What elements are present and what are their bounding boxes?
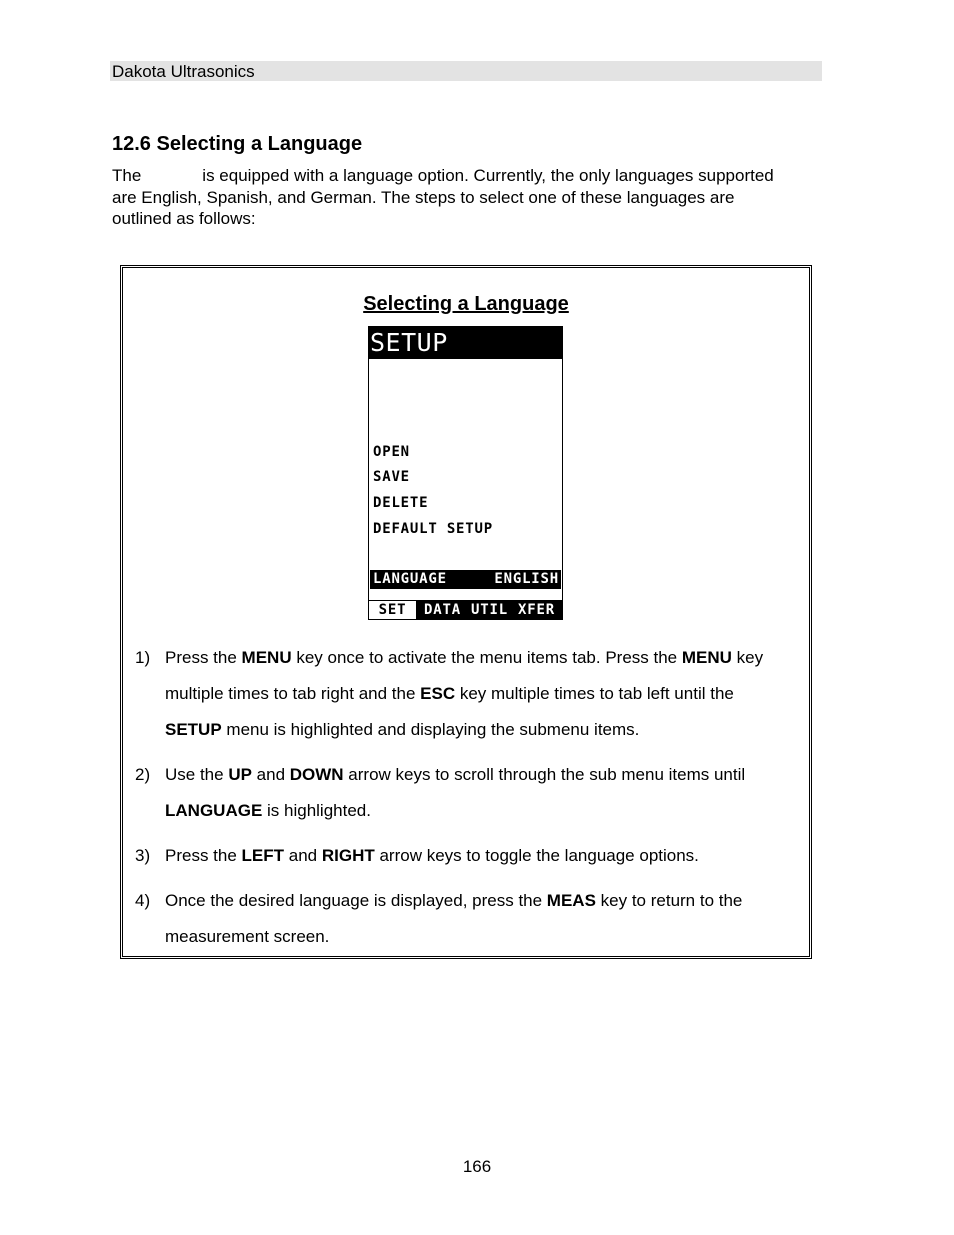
step-number: 1) bbox=[135, 648, 151, 667]
lcd-screen bbox=[368, 326, 563, 620]
box-title: Selecting a Language bbox=[363, 293, 569, 315]
lcd-tab-set: SET bbox=[369, 601, 417, 619]
step-text: key multiple times to tab right and the bbox=[165, 648, 764, 703]
key-name: RIGHT bbox=[321, 846, 375, 865]
lcd-tab-group bbox=[417, 601, 562, 619]
key-name: MEAS bbox=[546, 891, 596, 910]
menu-name: SETUP bbox=[165, 720, 222, 739]
key-name: ESC bbox=[420, 684, 456, 703]
step-text: key to return to the measurement screen. bbox=[165, 891, 743, 946]
lcd-tab-data: DATA bbox=[424, 602, 461, 618]
step-text: key once to activate the menu items tab. Press the bbox=[291, 648, 682, 667]
step-number: 3) bbox=[135, 846, 151, 865]
steps-list bbox=[135, 640, 795, 964]
header-brand: Dakota Ultrasonics bbox=[112, 62, 255, 81]
step-3 bbox=[135, 838, 795, 874]
lcd-tab-xfer: XFER bbox=[518, 602, 555, 618]
key-name: MENU bbox=[241, 648, 292, 667]
key-name: DOWN bbox=[289, 765, 344, 784]
step-text: and bbox=[284, 846, 322, 865]
intro-part1: The bbox=[112, 166, 142, 185]
lcd-language-value: ENGLISH bbox=[494, 571, 559, 587]
step-text: Once the desired language is displayed, press the bbox=[165, 891, 547, 910]
lcd-item-default-setup: DEFAULT SETUP bbox=[373, 521, 493, 537]
menu-item-name: LANGUAGE bbox=[165, 801, 263, 820]
key-name: MENU bbox=[681, 648, 732, 667]
key-name: LEFT bbox=[241, 846, 285, 865]
step-1 bbox=[135, 640, 795, 748]
lcd-item-delete: DELETE bbox=[373, 495, 429, 511]
step-text: Press the bbox=[165, 846, 242, 865]
step-number: 4) bbox=[135, 891, 151, 910]
section-title: 12.6 Selecting a Language bbox=[112, 133, 363, 155]
step-text: is highlighted. bbox=[262, 801, 371, 820]
step-text: and bbox=[251, 765, 290, 784]
lcd-tab-bar bbox=[369, 600, 562, 619]
step-text: Press the bbox=[165, 648, 242, 667]
intro-paragraph bbox=[112, 165, 792, 230]
key-name: UP bbox=[228, 765, 252, 784]
step-text: key multiple times to tab left until the bbox=[455, 684, 734, 703]
step-2 bbox=[135, 757, 795, 829]
step-text: arrow keys to toggle the language options. bbox=[374, 846, 699, 865]
step-text: Use the bbox=[165, 765, 229, 784]
intro-part2: is equipped with a language option. Currently, the only languages supported are English, Spanish, and German. The steps to select one of these languages are outlined as follows: bbox=[112, 166, 774, 228]
lcd-item-open: OPEN bbox=[373, 444, 410, 460]
step-number: 2) bbox=[135, 765, 151, 784]
lcd-tab-util: UTIL bbox=[471, 602, 508, 618]
running-header bbox=[110, 61, 822, 81]
lcd-item-save: SAVE bbox=[373, 469, 410, 485]
instruction-box bbox=[120, 265, 812, 959]
page-number: 166 bbox=[462, 1157, 492, 1176]
step-4 bbox=[135, 883, 795, 955]
lcd-title: SETUP OPTIONS bbox=[369, 327, 562, 359]
lcd-language-label: LANGUAGE bbox=[373, 571, 447, 587]
step-text: menu is highlighted and displaying the submenu items. bbox=[221, 720, 640, 739]
lcd-item-language-highlighted bbox=[370, 570, 561, 589]
step-text: arrow keys to scroll through the sub menu items until bbox=[343, 765, 746, 784]
